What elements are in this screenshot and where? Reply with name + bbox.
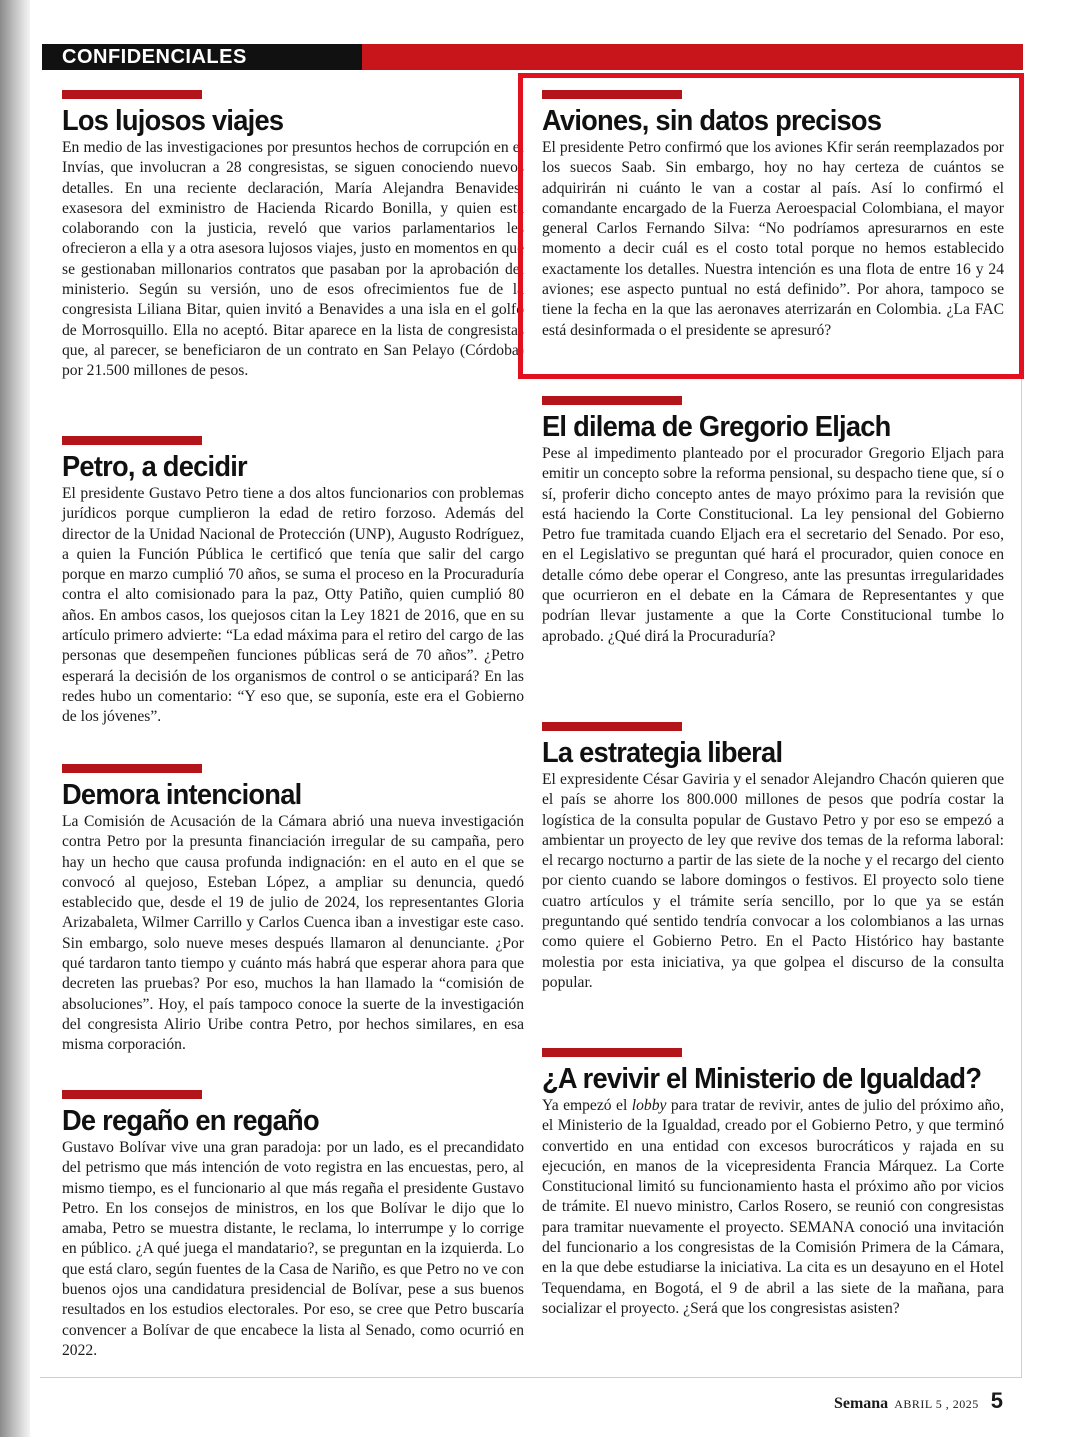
- section-header-bar: [42, 44, 1023, 70]
- article-title: De regaño en regaño: [62, 1105, 319, 1137]
- article-body: Pese al impedimento planteado por el procurador Gregorio Eljach para emitir un concepto sobre la reforma pensional, su despacho tiene que, sí o sí, proferir dicho concepto antes de mayo próximo para la revisión que está haciendo la Corte Constitucional. La ley pensional del Gobierno Petro fue tramitada cuando Eljach era el secretario del Senado. Por eso, en el Legislativo se preguntan qué hará el procurador, quien conoce en detalle cómo debe operar el Congreso, ante las presuntas irregularidades que ocurrieron en el debate en la Cámara de Representantes y que podrían llevar justamente a que la Corte Constitucional tumbe lo aprobado. ¿Qué dirá la Procuraduría?: [542, 445, 1004, 645]
- article-body: El presidente Petro confirmó que los aviones Kfir serán reemplazados por los suecos Saab. Sin embargo, hoy no hay certeza de cuántos se adquirirán ni cuánto le van a costar al país. Así lo confirmó el comandante encargado de la Fuerza Aeroespacial Colombiana, el mayor general Carlos Fernando Silva: “No podríamos apresurarnos en este momento a decir cuál es el costo total porque no hemos establecido exactamente los detalles. Nuestra intención es una flota de entre 16 y 24 aviones; ese aspecto puntual no está definido”. Por ahora, tampoco se tiene la fecha en la que las aeronaves aterrizarán en Colombia. ¿La FAC está desinformada o el presidente se apresuró?: [542, 139, 1004, 339]
- article-estrategia-liberal: [542, 722, 1004, 993]
- highlight-box: [518, 73, 1024, 379]
- page-spine-shadow: [0, 0, 30, 1437]
- article-tag-bar: [542, 396, 682, 405]
- article-ministerio-igualdad: [542, 1048, 1004, 1319]
- article-title: Aviones, sin datos precisos: [542, 105, 882, 137]
- article-regano: [62, 1090, 524, 1361]
- article-tag-bar: [62, 436, 202, 445]
- article-tag-bar: [542, 722, 682, 731]
- article-tag-bar: [62, 764, 202, 773]
- article-title: Petro, a decidir: [62, 451, 247, 483]
- article-title: Demora intencional: [62, 779, 302, 811]
- article-body-lead: Ya empezó el: [542, 1097, 632, 1114]
- article-body: Gustavo Bolívar vive una gran paradoja: por un lado, es el precandidato del petrismo que más intención de voto registra en las encuestas, pero, al mismo tiempo, es el funcionario al que más regaña el presidente Gustavo Petro. En los consejos de ministros, en los que Bolívar le dijo que lo amaba, Petro se muestra distante, le reclama, lo interrumpe y lo corrige en público. ¿A qué juega el mandatario?, se preguntan en la izquierda. Lo que está claro, según fuentes de la Casa de Nariño, es que Petro no ve con buenos ojos una candidatura presidencial de Bolívar, pese a sus buenos resultados en los estudios electorales. Por eso, se cree que Petro buscaría convencer a Bolívar de que encabece la lista al Senado, como ocurrió en 2022.: [62, 1139, 524, 1359]
- article-body: En medio de las investigaciones por presuntos hechos de corrupción en el Invías, que involucran a 28 congresistas, se siguen conociendo nuevos detalles. En una reciente declaración, María Alejandra Benavides, exasesora del exministro de Hacienda Ricardo Bonilla, y quien está colaborando con la justicia, reveló que varios parlamentarios les ofrecieron a ella y a otra asesora lujosos viajes, justo en momentos en que se gestionaban millonarios contratos que pasaban por la aprobación del ministerio. Según su versión, uno de esos ofrecimientos fue de la congresista Liliana Bitar, quien invitó a Benavides a una isla en el golfo de Morrosquillo. Ella no aceptó. Bitar aparece en la lista de congresistas que, al parecer, se beneficiaron de un contrato en San Pelayo (Córdoba) por 21.500 millones de pesos.: [62, 139, 524, 380]
- article-body-rest: para tratar de revivir, antes de julio del próximo año, el Ministerio de la Igualdad, creado por el Gobierno Petro, y que terminó convertido en una entidad con excesos burocráticos y rajada en su ejecución, en manos de la vicepresidenta Francia Márquez. La Corte Constitucional limitó su funcionamiento hasta el próximo año por vicios de trámite. El nuevo ministro, Carlos Rosero, se reunió con congresistas para tramitar nuevamente el proyecto. SEMANA conoció una invitación del funcionario a los congresistas de la Comisión Primera de la Cámara, en la que debe estudiarse la iniciativa. La cita es un desayuno en el Hotel Tequendama, en Bogotá, el 9 de abril a las siete de la mañana, para socializar el proyecto. ¿Será que los congresistas asisten?: [542, 1097, 1004, 1317]
- article-title: ¿A revivir el Ministerio de Igualdad?: [542, 1063, 982, 1095]
- footer-date: ABRIL 5 , 2025: [894, 1397, 979, 1411]
- article-gregorio-eljach: [542, 396, 1004, 647]
- article-title: La estrategia liberal: [542, 737, 783, 769]
- article-body-emphasis: lobby: [631, 1097, 667, 1114]
- article-title: Los lujosos viajes: [62, 105, 284, 137]
- article-demora-intencional: [62, 764, 524, 1056]
- footer-publication: Semana: [833, 1395, 889, 1412]
- article-lujosos-viajes: [62, 90, 524, 382]
- article-body: [542, 1096, 1004, 1319]
- article-title: El dilema de Gregorio Eljach: [542, 411, 891, 443]
- article-body: La Comisión de Acusación de la Cámara abrió una nueva investigación contra Petro por la presunta financiación irregular de su campaña, pero hay un hecho que causa profunda indignación: en el auto en el que se convocó al quejoso, Esteban López, a ampliar su denuncia, quedó establecido que, desde el 19 de julio de 2024, los representantes Gloria Arizabaleta, Wilmer Carrillo y Carlos Cuenca iban a investigar este caso. Sin embargo, solo nueve meses después llamaron al denunciante. ¿Por qué tardaron tanto tiempo y cuánto más habrá que esperar ahora para que decreten las pruebas? Por eso, muchos la han llamado la “comisión de absoluciones”. Hoy, el país tampoco conoce la suerte de la investigación del congresista Alirio Uribe contra Petro, por hechos similares, en esa misma corporación.: [62, 813, 524, 1054]
- page-footer: [834, 1388, 1003, 1414]
- article-tag-bar: [62, 90, 202, 99]
- section-title: CONFIDENCIALES: [42, 44, 362, 70]
- article-tag-bar: [542, 1048, 682, 1057]
- article-tag-bar: [62, 1090, 202, 1099]
- page-number: 5: [990, 1388, 1003, 1413]
- article-petro-decidir: [62, 436, 524, 728]
- article-body: El expresidente César Gaviria y el senador Alejandro Chacón quieren que el país se ahorre los 800.000 millones de pesos que podría costar la logística de la consulta popular de Gustavo Petro y por eso se empezó a ambientar un proyecto de ley que revive dos temas de la reforma laboral: el recargo nocturno a partir de las siete de la noche y el recargo del ciento por ciento cuando se labore domingos o festivos. El proyecto solo tiene cuatro artículos y el trámite sería sencillo, por lo que ya se están preguntando qué sentido tendría convocar a los colombianos a las urnas como quiere el Gobierno Petro. En el Pacto Histórico hay bastante molestia por esta iniciativa, ya que golpea el discurso de la consulta popular.: [542, 771, 1004, 991]
- article-body: El presidente Gustavo Petro tiene a dos altos funcionarios con problemas jurídicos porque cumplieron la edad de retiro forzoso. Además del director de la Unidad Nacional de Protección (UNP), Augusto Rodríguez, a quien la Función Pública le certificó que tenía que salir del cargo porque en marzo cumplió 70 años, se suma el proceso en la Procuraduría contra el alto comisionado para la paz, Otty Patiño, quien cumplió 80 años. En ambos casos, los quejosos citan la Ley 1821 de 2016, que en su artículo primero advierte: “La edad máxima para el retiro del cargo de las personas que desempeñen funciones públicas será de 70 años”. ¿Petro esperará la decisión de los organismos de control o se anticipará? En las redes hubo un comentario: “Y eso que, se suponía, este era el Gobierno de los jóvenes”.: [62, 485, 524, 726]
